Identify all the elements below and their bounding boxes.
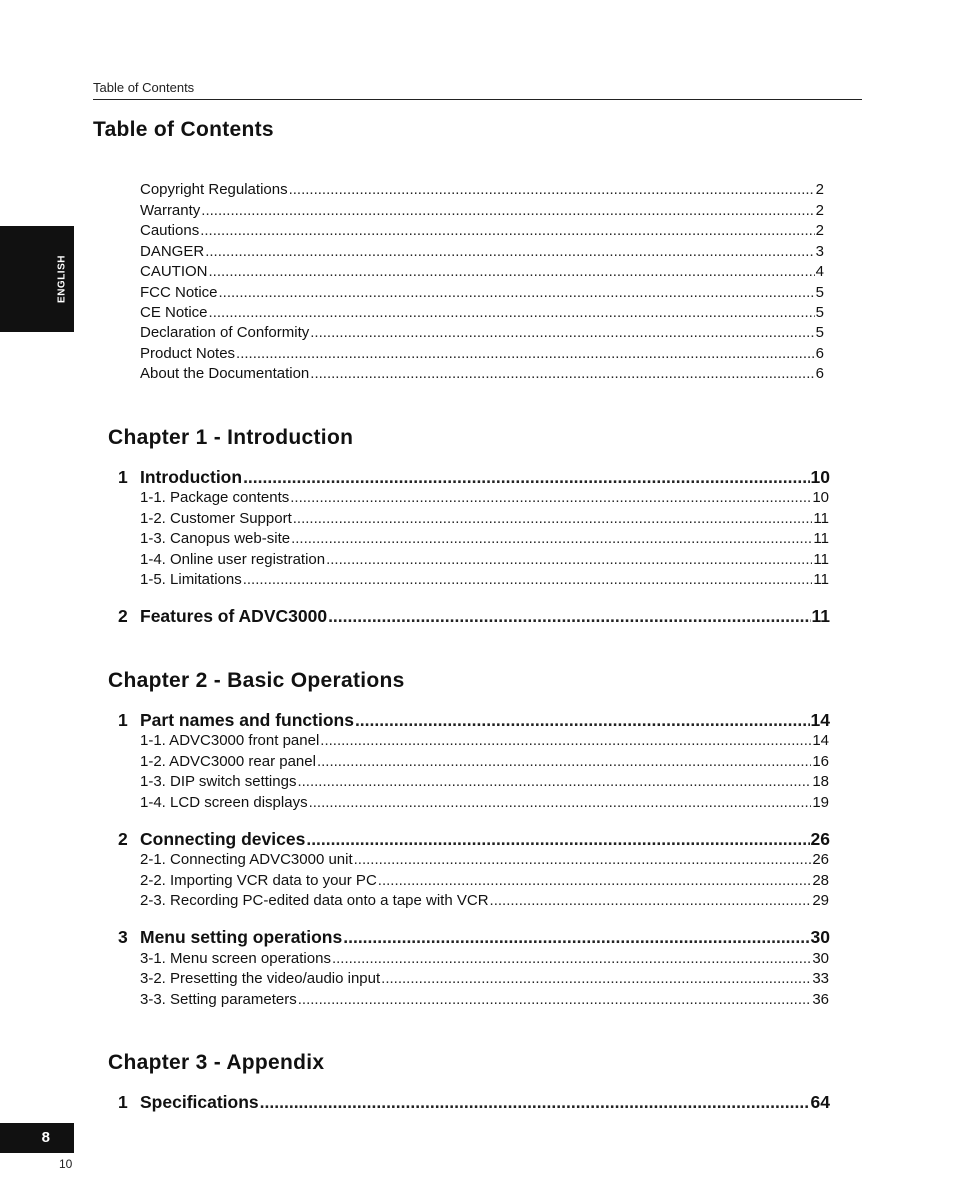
dot-leader: [326, 551, 812, 568]
toc-subsection[interactable]: 1-1. ADVC3000 front panel ..... 14: [140, 732, 829, 749]
dot-leader: [306, 829, 809, 850]
toc-section[interactable]: 3 Menu setting operations ..... 30: [118, 927, 830, 948]
page-number: 8: [41, 1129, 50, 1146]
dot-leader: [236, 345, 815, 362]
toc-entry-danger[interactable]: DANGER ..... 3: [140, 243, 824, 260]
toc-subsection[interactable]: 1-2. Customer Support ..... 11: [140, 510, 829, 527]
dot-leader: [200, 222, 814, 239]
toc-entry-fcc-notice[interactable]: FCC Notice ..... 5: [140, 284, 824, 301]
running-header: Table of Contents: [93, 80, 195, 95]
toc-entry-cautions[interactable]: Cautions ..... 2: [140, 222, 824, 239]
page-number-box: [0, 1123, 74, 1153]
toc-section[interactable]: 2 Features of ADVC3000 ..... 11: [118, 606, 830, 627]
dot-leader: [293, 510, 813, 527]
language-tab: [0, 226, 74, 332]
dot-leader: [291, 530, 812, 547]
toc-section[interactable]: 2 Connecting devices ..... 26: [118, 829, 830, 850]
dot-leader: [320, 732, 811, 749]
toc-entry-caution[interactable]: CAUTION ..... 4: [140, 263, 824, 280]
dot-leader: [378, 872, 812, 889]
dot-leader: [354, 851, 812, 868]
dot-leader: [490, 892, 812, 909]
toc-subsection[interactable]: 3-3. Setting parameters ..... 36: [140, 991, 829, 1008]
language-tab-label: ENGLISH: [56, 255, 68, 303]
dot-leader: [219, 284, 815, 301]
toc-subsection[interactable]: 2-3. Recording PC-edited data onto a tape with VCR ..... 29: [140, 892, 829, 909]
toc-entry-ce-notice[interactable]: CE Notice ..... 5: [140, 304, 824, 321]
dot-leader: [355, 710, 810, 731]
toc-subsection[interactable]: 1-2. ADVC3000 rear panel ..... 16: [140, 753, 829, 770]
chapter-title: Chapter 3 - Appendix: [108, 1051, 325, 1074]
toc-subsection[interactable]: 3-2. Presetting the video/audio input ..... 33: [140, 970, 829, 987]
dot-leader: [290, 489, 811, 506]
header-rule: [93, 99, 862, 100]
dot-leader: [205, 243, 814, 260]
dot-leader: [289, 181, 815, 198]
toc-section[interactable]: 1 Part names and functions ..... 14: [118, 710, 830, 731]
toc-entry-product-notes[interactable]: Product Notes ..... 6: [140, 345, 824, 362]
toc-subsection[interactable]: 1-5. Limitations ..... 11: [140, 571, 829, 588]
page-title: Table of Contents: [93, 118, 274, 141]
toc-entry-warranty[interactable]: Warranty ..... 2: [140, 202, 824, 219]
dot-leader: [297, 773, 811, 790]
dot-leader: [381, 970, 811, 987]
toc-subsection[interactable]: 2-2. Importing VCR data to your PC ..... 28: [140, 872, 829, 889]
dot-leader: [209, 263, 815, 280]
dot-leader: [309, 794, 812, 811]
toc-subsection[interactable]: 1-1. Package contents ..... 10: [140, 489, 829, 506]
toc-entry-copyright[interactable]: Copyright Regulations ..... 2: [140, 181, 824, 198]
sheet-number: 10: [59, 1157, 73, 1171]
toc-section[interactable]: 1 Specifications ..... 64: [118, 1092, 830, 1113]
dot-leader: [328, 606, 810, 627]
dot-leader: [317, 753, 811, 770]
toc-section[interactable]: 1 Introduction ..... 10: [118, 467, 830, 488]
dot-leader: [209, 304, 815, 321]
chapter-title: Chapter 1 - Introduction: [108, 426, 354, 449]
toc-subsection[interactable]: 1-3. Canopus web-site ..... 11: [140, 530, 829, 547]
toc-entry-declaration[interactable]: Declaration of Conformity ..... 5: [140, 324, 824, 341]
dot-leader: [201, 202, 814, 219]
dot-leader: [243, 571, 813, 588]
chapter-title: Chapter 2 - Basic Operations: [108, 669, 405, 692]
dot-leader: [243, 467, 809, 488]
toc-subsection[interactable]: 1-4. Online user registration ..... 11: [140, 551, 829, 568]
toc-subsection[interactable]: 3-1. Menu screen operations ..... 30: [140, 950, 829, 967]
dot-leader: [310, 324, 814, 341]
toc-subsection[interactable]: 2-1. Connecting ADVC3000 unit ..... 26: [140, 851, 829, 868]
dot-leader: [310, 365, 814, 382]
toc-subsection[interactable]: 1-3. DIP switch settings ..... 18: [140, 773, 829, 790]
dot-leader: [343, 927, 809, 948]
dot-leader: [298, 991, 812, 1008]
toc-subsection[interactable]: 1-4. LCD screen displays ..... 19: [140, 794, 829, 811]
dot-leader: [332, 950, 811, 967]
toc-entry-about-documentation[interactable]: About the Documentation ..... 6: [140, 365, 824, 382]
dot-leader: [260, 1092, 810, 1113]
